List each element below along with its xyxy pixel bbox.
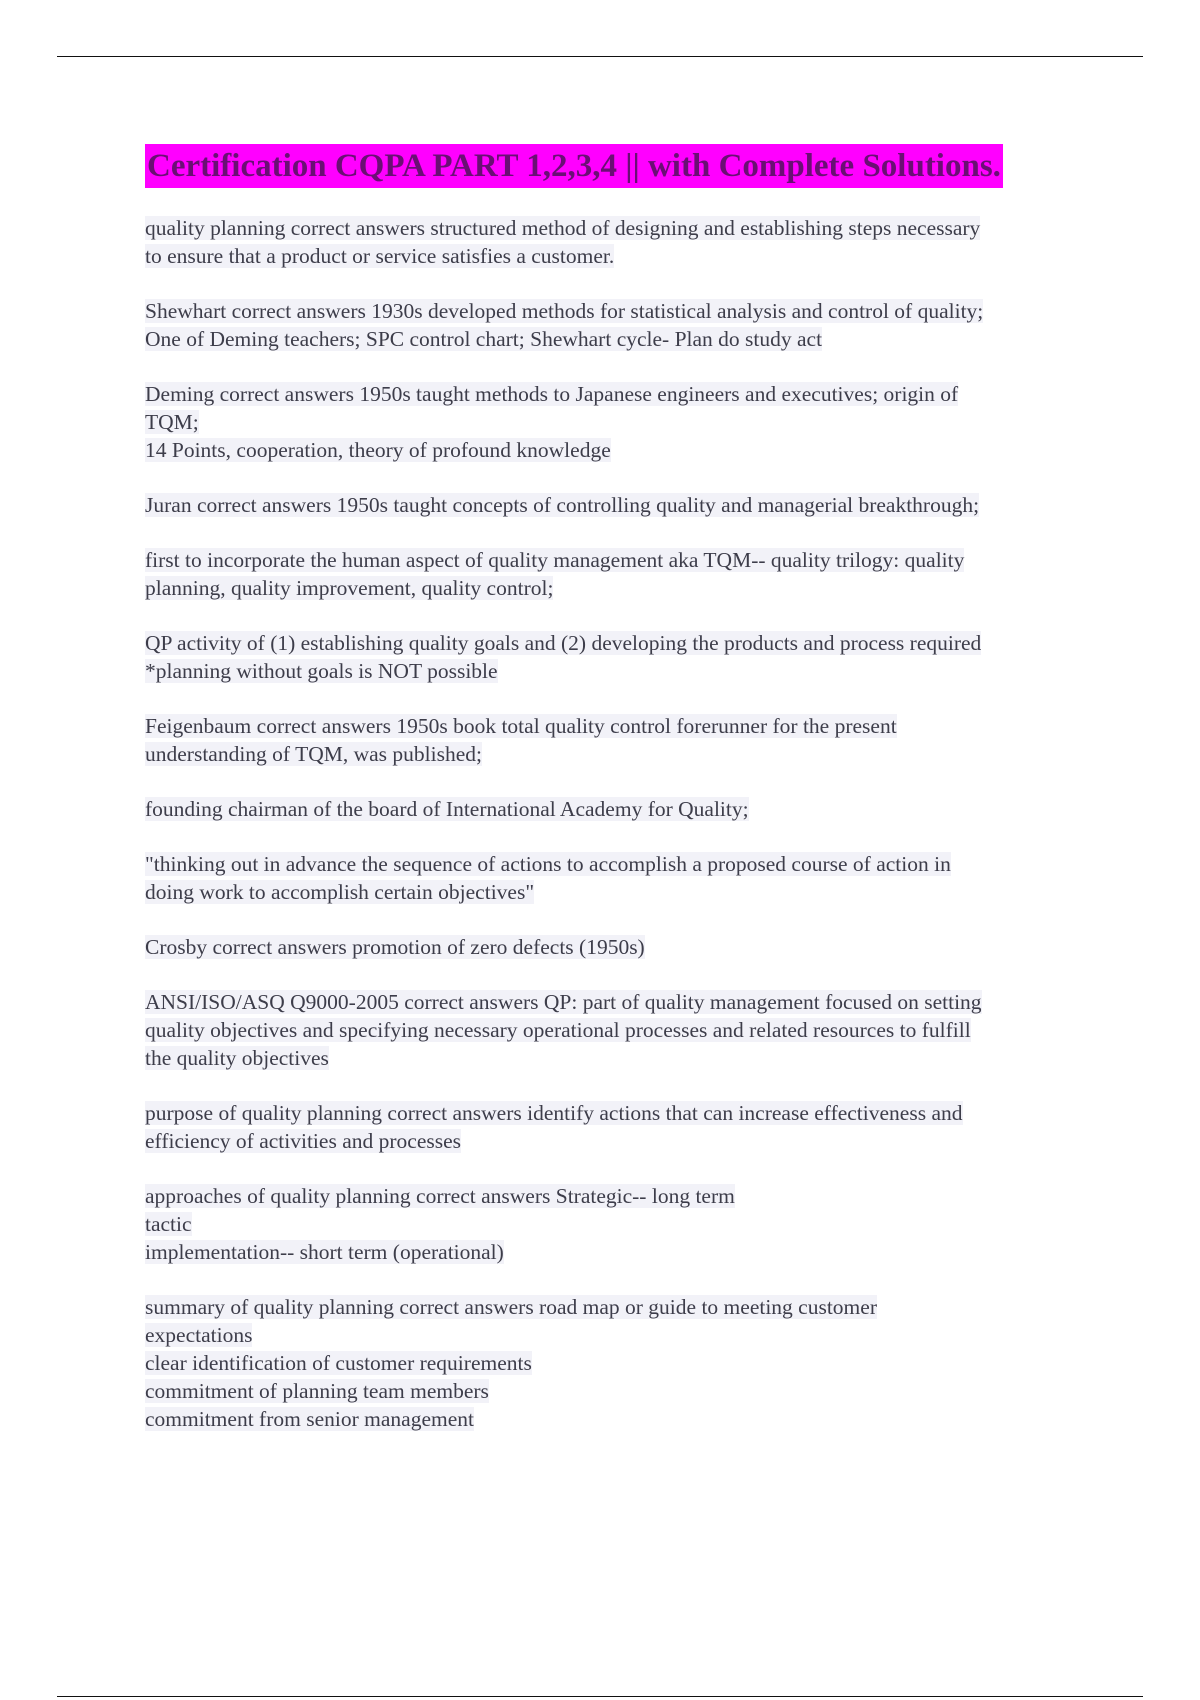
entry-line-text: commitment from senior management xyxy=(145,1407,474,1431)
entry-line xyxy=(145,657,1090,685)
entry-line xyxy=(145,933,1090,961)
entry-line-text: Shewhart correct answers 1930s developed methods for statistical analysis and control of quality; xyxy=(145,299,984,323)
entry-line-text: TQM; xyxy=(145,410,199,434)
entry-line xyxy=(145,297,1090,325)
entry-line-text: doing work to accomplish certain objectives" xyxy=(145,880,535,904)
entry-line-text: efficiency of activities and processes xyxy=(145,1129,462,1153)
entry-line-text: ANSI/ISO/ASQ Q9000-2005 correct answers QP: part of quality management focused on setting xyxy=(145,990,982,1014)
entry-line xyxy=(145,712,1090,740)
entry-line xyxy=(145,1016,1090,1044)
qa-entry xyxy=(145,491,1090,519)
entry-line xyxy=(145,1044,1090,1072)
entry-line xyxy=(145,546,1090,574)
qa-entry xyxy=(145,546,1090,602)
qa-entry xyxy=(145,297,1090,353)
entry-line-text: *planning without goals is NOT possible xyxy=(145,659,498,683)
entry-line-text: to ensure that a product or service satisfies a customer. xyxy=(145,244,615,268)
entry-line xyxy=(145,1321,1090,1349)
entry-line xyxy=(145,1182,1090,1210)
entry-line xyxy=(145,1293,1090,1321)
qa-entry xyxy=(145,933,1090,961)
entry-line-text: approaches of quality planning correct answers Strategic-- long term xyxy=(145,1184,735,1208)
entry-line-text: planning, quality improvement, quality control; xyxy=(145,576,554,600)
entry-line xyxy=(145,740,1090,768)
entry-line-text: first to incorporate the human aspect of quality management aka TQM-- quality trilogy: quality xyxy=(145,548,965,572)
entry-line-text: the quality objectives xyxy=(145,1046,329,1070)
document-body xyxy=(145,144,1090,1460)
entry-line-text: clear identification of customer requirements xyxy=(145,1351,532,1375)
entry-line xyxy=(145,242,1090,270)
entry-line xyxy=(145,1349,1090,1377)
entry-line-text: summary of quality planning correct answers road map or guide to meeting customer xyxy=(145,1295,877,1319)
entry-line-text: QP activity of (1) establishing quality goals and (2) developing the products and process required xyxy=(145,631,982,655)
entry-line xyxy=(145,1377,1090,1405)
qa-entry xyxy=(145,712,1090,768)
entry-line xyxy=(145,795,1090,823)
entry-line xyxy=(145,436,1090,464)
entry-line-text: purpose of quality planning correct answers identify actions that can increase effectiveness and xyxy=(145,1101,963,1125)
entry-line-text: Juran correct answers 1950s taught concepts of controlling quality and managerial breakthrough; xyxy=(145,493,980,517)
entry-line xyxy=(145,574,1090,602)
qa-entry xyxy=(145,380,1090,464)
qa-entry xyxy=(145,1099,1090,1155)
entry-line xyxy=(145,878,1090,906)
entry-line-text: tactic xyxy=(145,1212,192,1236)
entry-line xyxy=(145,325,1090,353)
entry-line-text: Feigenbaum correct answers 1950s book total quality control forerunner for the present xyxy=(145,714,897,738)
entry-line-text: implementation-- short term (operational) xyxy=(145,1240,504,1264)
qa-entry xyxy=(145,1293,1090,1433)
bottom-rule xyxy=(57,1696,1143,1697)
entry-line xyxy=(145,1238,1090,1266)
entry-line-text: expectations xyxy=(145,1323,253,1347)
entry-line xyxy=(145,491,1090,519)
entry-line xyxy=(145,380,1090,408)
entry-line-text: quality planning correct answers structured method of designing and establishing steps necessary xyxy=(145,216,981,240)
qa-entry xyxy=(145,850,1090,906)
entry-line-text: Crosby correct answers promotion of zero defects (1950s) xyxy=(145,935,645,959)
entry-line xyxy=(145,988,1090,1016)
entry-line xyxy=(145,214,1090,242)
entry-line-text: "thinking out in advance the sequence of actions to accomplish a proposed course of action in xyxy=(145,852,951,876)
qa-entry-list xyxy=(145,214,1090,1433)
qa-entry xyxy=(145,214,1090,270)
qa-entry xyxy=(145,1182,1090,1266)
entry-line-text: understanding of TQM, was published; xyxy=(145,742,482,766)
qa-entry xyxy=(145,795,1090,823)
entry-line xyxy=(145,1099,1090,1127)
entry-line xyxy=(145,629,1090,657)
entry-line xyxy=(145,850,1090,878)
entry-line xyxy=(145,1405,1090,1433)
qa-entry xyxy=(145,988,1090,1072)
entry-line xyxy=(145,1127,1090,1155)
top-rule xyxy=(57,56,1143,57)
entry-line xyxy=(145,408,1090,436)
entry-line-text: commitment of planning team members xyxy=(145,1379,489,1403)
qa-entry xyxy=(145,629,1090,685)
document-title: Certification CQPA PART 1,2,3,4 || with Complete Solutions. xyxy=(145,144,1003,188)
entry-line-text: Deming correct answers 1950s taught methods to Japanese engineers and executives; origin of xyxy=(145,382,959,406)
entry-line xyxy=(145,1210,1090,1238)
entry-line-text: founding chairman of the board of International Academy for Quality; xyxy=(145,797,749,821)
entry-line-text: quality objectives and specifying necessary operational processes and related resources to fulfill xyxy=(145,1018,971,1042)
entry-line-text: One of Deming teachers; SPC control chart; Shewhart cycle- Plan do study act xyxy=(145,327,823,351)
entry-line-text: 14 Points, cooperation, theory of profound knowledge xyxy=(145,438,611,462)
